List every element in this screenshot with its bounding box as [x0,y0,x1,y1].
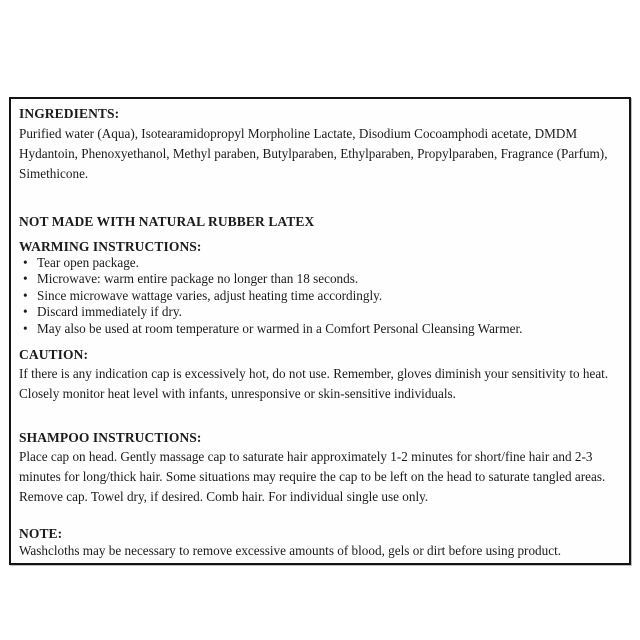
bullet-icon: • [23,320,28,336]
bullet-text: Discard immediately if dry. [37,304,182,320]
list-item [19,321,623,337]
list-item [19,271,623,287]
section-warming-instructions [19,238,623,337]
bullet-icon: • [23,304,28,320]
bullet-icon: • [23,271,28,287]
caution-body: If there is any indication cap is excessively hot, do not use. Remember, gloves diminish your sensitivity to heat. Closely monitor heat level with infants, unresponsive or skin-sensitive individuals. [19,366,609,402]
list-item [19,255,623,271]
warming-heading: WARMING INSTRUCTIONS: [19,239,202,254]
caution-heading: CAUTION: [19,347,89,363]
section-ingredients [19,104,623,184]
bullet-text: Tear open package. [37,255,139,270]
section-note [19,525,623,560]
shampoo-heading: SHAMPOO INSTRUCTIONS: [19,430,202,446]
bullet-text: Since microwave wattage varies, adjust heating time accordingly. [37,287,383,303]
list-item [19,288,623,304]
note-body: Washcloths may be necessary to remove excessive amounts of blood, gels or dirt before using product. [19,543,562,559]
bullet-icon: • [23,255,28,270]
note-heading: NOTE: [19,526,63,542]
bullet-text: Microwave: warm entire package no longer than 18 seconds. [37,271,359,287]
product-label-panel [9,97,631,565]
latex-free-notice: NOT MADE WITH NATURAL RUBBER LATEX [19,214,315,229]
list-item [19,304,623,320]
shampoo-body: Place cap on head. Gently massage cap to saturate hair approximately 1-2 minutes for short/fine hair and 2-3 minutes for long/thick hair. Some situations may require the cap to be left on the head to saturate tangled areas. Remove cap. Towel dry, if desired. Comb hair. For individual single use only. [19,449,606,505]
bullet-text: May also be used at room temperature or warmed in a Comfort Personal Cleansing Warmer. [37,320,523,336]
section-caution [19,346,623,404]
ingredients-heading: INGREDIENTS: [19,106,120,121]
bullet-icon: • [23,287,28,303]
warming-bullet-list [19,255,623,337]
section-shampoo-instructions [19,428,623,507]
ingredients-body: Purified water (Aqua), Isotearamidopropyl Morpholine Lactate, Disodium Cocoamphodi acetate, DMDM Hydantoin, Phenoxyethanol, Methyl paraben, Butylparaben, Ethylparaben, Propylparaben, Fragrance (Parfum), Simethicone. [19,126,608,181]
